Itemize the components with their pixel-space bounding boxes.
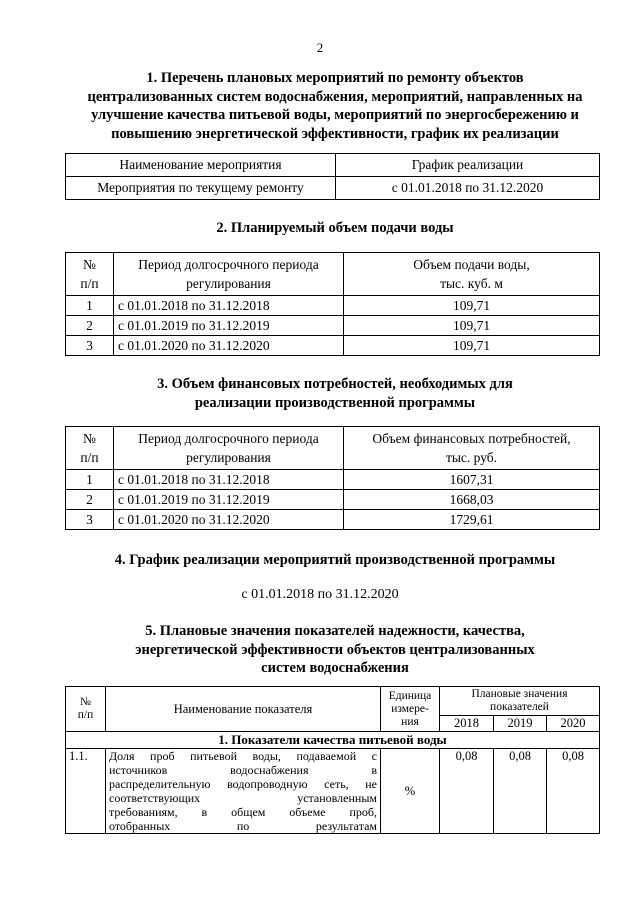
table-row (66, 470, 600, 490)
row-num: 2 (66, 316, 114, 336)
header-unit-line: ния (401, 715, 419, 728)
row-value-2018: 0,08 (440, 749, 494, 834)
indicator-name-line: источников водоснабжения в (109, 763, 377, 777)
section5-title-line: систем водоснабжения (261, 660, 409, 676)
page-number: 2 (316, 40, 324, 55)
table-row (66, 749, 600, 834)
header-year: 2020 (547, 715, 600, 731)
header-num (66, 253, 114, 296)
header-year: 2018 (440, 715, 494, 731)
row-value-2019: 0,08 (494, 749, 547, 834)
table-row (66, 336, 600, 356)
indicator-name-line: требованиям, в общем объеме проб, (109, 805, 377, 819)
row-num: 3 (66, 510, 114, 530)
row-period: с 01.01.2018 по 31.12.2018 (114, 470, 344, 490)
header-volume (344, 253, 600, 296)
activities-table (65, 153, 600, 200)
header-num-line: п/п (80, 450, 99, 465)
header-unit-line: измере- (391, 702, 429, 715)
row-volume: 109,71 (344, 296, 600, 316)
row-unit: % (381, 749, 440, 834)
header-num-line: № (83, 431, 96, 446)
header-unit (381, 687, 440, 732)
row-period: с 01.01.2020 по 31.12.2020 (114, 336, 344, 356)
header-activity-name: Наименование мероприятия (66, 154, 336, 177)
indicator-name-line: соответствующих установленным (109, 791, 377, 805)
header-num-line: п/п (80, 276, 99, 291)
header-period-line: Период долгосрочного периода (138, 431, 319, 446)
header-unit-line: Единица (388, 689, 432, 702)
section4-period: с 01.01.2018 по 31.12.2020 (241, 587, 399, 602)
table-row (66, 510, 600, 530)
section1-title-line: повышению энергетической эффективности, график их реализации (111, 125, 559, 142)
row-volume: 109,71 (344, 316, 600, 336)
table-row (66, 296, 600, 316)
header-num (66, 687, 106, 732)
table-header-row (66, 427, 600, 470)
subsection-title: 1. Показатели качества питьевой воды (66, 732, 600, 749)
table-header-row (66, 154, 600, 177)
row-volume: 109,71 (344, 336, 600, 356)
indicator-name-line: отобранных по результатам (109, 819, 377, 833)
row-num: 2 (66, 490, 114, 510)
table-row (66, 316, 600, 336)
header-period-line: регулирования (186, 276, 271, 291)
header-schedule: График реализации (336, 154, 600, 177)
row-amount: 1729,61 (344, 510, 600, 530)
header-financial-line: тыс. руб. (445, 450, 498, 465)
section4-title: 4. График реализации мероприятий производственной программы (114, 552, 556, 568)
row-amount: 1607,31 (344, 470, 600, 490)
row-value-2020: 0,08 (547, 749, 600, 834)
table-header-row (66, 687, 600, 716)
row-num: 1 (66, 296, 114, 316)
section3-title-line: реализации производственной программы (194, 394, 476, 411)
section5-title-line: энергетической эффективности объектов централизованных (135, 641, 535, 658)
financial-needs-table (65, 426, 600, 530)
water-supply-table (65, 252, 600, 356)
header-financial-line: Объем финансовых потребностей, (372, 431, 571, 446)
header-plan-line: Плановые значения (471, 687, 568, 700)
header-volume-line: Объем подачи воды, (413, 257, 530, 272)
row-period: с 01.01.2020 по 31.12.2020 (114, 510, 344, 530)
table-row (66, 490, 600, 510)
header-num-line: № (83, 257, 96, 272)
header-num-line: п/п (77, 709, 94, 721)
indicator-name-line: Доля проб питьевой воды, подаваемой с (109, 749, 377, 763)
header-financial-needs (344, 427, 600, 470)
section1-title-line: улучшение качества питьевой воды, мероприятий по энергосбережению и (91, 107, 579, 123)
section3-title-line: 3. Объем финансовых потребностей, необходимых для (157, 376, 513, 392)
header-period-line: регулирования (186, 450, 271, 465)
header-plan-values (440, 687, 600, 716)
section2-title: 2. Планируемый объем подачи воды (216, 220, 454, 236)
header-year: 2019 (494, 715, 547, 731)
header-period-line: Период долгосрочного периода (138, 257, 319, 272)
indicator-name-line: распределительную водопроводную сеть, не (109, 777, 377, 791)
table-row (66, 177, 600, 200)
row-num: 1.1. (66, 749, 106, 834)
header-plan-line: показателей (490, 700, 549, 713)
row-period: с 01.01.2018 по 31.12.2018 (114, 296, 344, 316)
section5-title (60, 622, 610, 678)
header-period (114, 427, 344, 470)
section5-title-line: 5. Плановые значения показателей надежности, качества, (145, 623, 525, 639)
row-num: 3 (66, 336, 114, 356)
row-period: с 01.01.2019 по 31.12.2019 (114, 490, 344, 510)
section3-title (60, 375, 610, 412)
header-num-line: № (80, 696, 91, 708)
header-volume-line: тыс. куб. м (440, 276, 503, 291)
row-period: с 01.01.2019 по 31.12.2019 (114, 316, 344, 336)
row-indicator-name (106, 749, 381, 834)
indicators-table (65, 686, 600, 834)
schedule-cell: с 01.01.2018 по 31.12.2020 (336, 177, 600, 200)
section1-title-line: централизованных систем водоснабжения, мероприятий, направленных на (87, 88, 583, 105)
table-header-row (66, 253, 600, 296)
row-num: 1 (66, 470, 114, 490)
section1-title-line: 1. Перечень плановых мероприятий по ремонту объектов (146, 70, 524, 86)
header-period (114, 253, 344, 296)
subsection-row (66, 732, 600, 749)
row-amount: 1668,03 (344, 490, 600, 510)
activity-name-cell: Мероприятия по текущему ремонту (66, 177, 336, 200)
section1-title (60, 69, 610, 143)
header-num (66, 427, 114, 470)
header-indicator-name: Наименование показателя (106, 687, 381, 732)
